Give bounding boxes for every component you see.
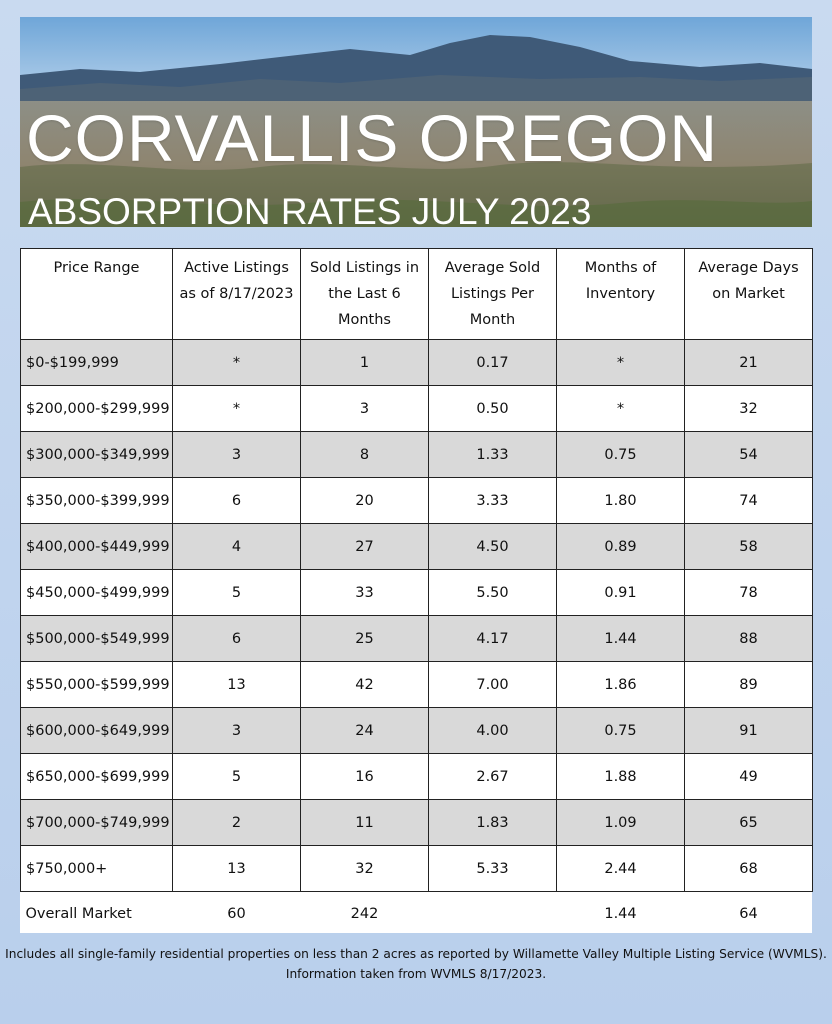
sold-listings-cell: 8 [301, 432, 429, 478]
days-on-market-cell: 74 [685, 478, 813, 524]
table-row [21, 570, 813, 616]
months-inventory-cell: 1.44 [557, 616, 685, 662]
overall-days-on-market: 64 [685, 892, 813, 937]
months-inventory-cell: 1.09 [557, 800, 685, 846]
days-on-market-cell: 89 [685, 662, 813, 708]
active-listings-cell: 6 [173, 616, 301, 662]
active-listings-cell: 4 [173, 524, 301, 570]
overall-market-row [21, 892, 813, 937]
active-listings-cell: * [173, 340, 301, 386]
active-listings-cell: 6 [173, 478, 301, 524]
table-row [21, 846, 813, 892]
column-header-active-listings: Active Listings as of 8/17/2023 [173, 249, 301, 340]
days-on-market-cell: 32 [685, 386, 813, 432]
price-range-cell: $500,000-$549,999 [21, 616, 173, 662]
days-on-market-cell: 54 [685, 432, 813, 478]
days-on-market-cell: 68 [685, 846, 813, 892]
price-range-cell: $700,000-$749,999 [21, 800, 173, 846]
absorption-rates-table [20, 248, 813, 936]
price-range-cell: $450,000-$499,999 [21, 570, 173, 616]
price-range-cell: $400,000-$449,999 [21, 524, 173, 570]
overall-sold-listings: 242 [301, 892, 429, 937]
sold-listings-cell: 25 [301, 616, 429, 662]
months-inventory-cell: 2.44 [557, 846, 685, 892]
footnote-line-1: Includes all single-family residential properties on less than 2 acres as reported by Willamette Valley Multiple Listing Service (WVMLS). [5, 947, 827, 961]
sold-listings-cell: 42 [301, 662, 429, 708]
price-range-cell: $200,000-$299,999 [21, 386, 173, 432]
overall-average-sold [429, 892, 557, 937]
average-sold-cell: 3.33 [429, 478, 557, 524]
months-inventory-cell: 1.88 [557, 754, 685, 800]
sold-listings-cell: 24 [301, 708, 429, 754]
footnote-line-2: Information taken from WVMLS 8/17/2023. [285, 967, 547, 981]
column-header-average-sold-per-month: Average Sold Listings Per Month [429, 249, 557, 340]
active-listings-cell: 3 [173, 432, 301, 478]
table-row [21, 708, 813, 754]
price-range-cell: $550,000-$599,999 [21, 662, 173, 708]
footnote [0, 944, 832, 984]
table-row [21, 478, 813, 524]
table-row [21, 524, 813, 570]
active-listings-cell: * [173, 386, 301, 432]
table-header-row [21, 249, 813, 340]
column-header-sold-listings: Sold Listings in the Last 6 Months [301, 249, 429, 340]
price-range-cell: $300,000-$349,999 [21, 432, 173, 478]
months-inventory-cell: 0.89 [557, 524, 685, 570]
sold-listings-cell: 27 [301, 524, 429, 570]
average-sold-cell: 4.17 [429, 616, 557, 662]
active-listings-cell: 13 [173, 846, 301, 892]
average-sold-cell: 4.00 [429, 708, 557, 754]
price-range-cell: $650,000-$699,999 [21, 754, 173, 800]
price-range-cell: $0-$199,999 [21, 340, 173, 386]
average-sold-cell: 2.67 [429, 754, 557, 800]
average-sold-cell: 0.17 [429, 340, 557, 386]
table-row [21, 386, 813, 432]
column-header-price-range: Price Range [21, 249, 173, 340]
sold-listings-cell: 33 [301, 570, 429, 616]
column-header-months-of-inventory: Months of Inventory [557, 249, 685, 340]
days-on-market-cell: 91 [685, 708, 813, 754]
header-banner [20, 17, 812, 227]
sold-listings-cell: 1 [301, 340, 429, 386]
sold-listings-cell: 20 [301, 478, 429, 524]
table-row [21, 432, 813, 478]
overall-market-label: Overall Market [21, 892, 173, 937]
price-range-cell: $600,000-$649,999 [21, 708, 173, 754]
days-on-market-cell: 58 [685, 524, 813, 570]
average-sold-cell: 5.33 [429, 846, 557, 892]
average-sold-cell: 7.00 [429, 662, 557, 708]
months-inventory-cell: 0.75 [557, 708, 685, 754]
months-inventory-cell: * [557, 386, 685, 432]
table-row [21, 616, 813, 662]
table-row [21, 340, 813, 386]
table-row [21, 800, 813, 846]
average-sold-cell: 1.33 [429, 432, 557, 478]
sold-listings-cell: 16 [301, 754, 429, 800]
average-sold-cell: 4.50 [429, 524, 557, 570]
days-on-market-cell: 21 [685, 340, 813, 386]
active-listings-cell: 2 [173, 800, 301, 846]
days-on-market-cell: 65 [685, 800, 813, 846]
table-row [21, 662, 813, 708]
days-on-market-cell: 49 [685, 754, 813, 800]
sold-listings-cell: 11 [301, 800, 429, 846]
active-listings-cell: 13 [173, 662, 301, 708]
price-range-cell: $750,000+ [21, 846, 173, 892]
days-on-market-cell: 78 [685, 570, 813, 616]
absorption-table-container [20, 248, 812, 933]
overall-active-listings: 60 [173, 892, 301, 937]
months-inventory-cell: 1.86 [557, 662, 685, 708]
column-header-average-days-on-market: Average Days on Market [685, 249, 813, 340]
price-range-cell: $350,000-$399,999 [21, 478, 173, 524]
active-listings-cell: 3 [173, 708, 301, 754]
page-title: CORVALLIS OREGON [26, 101, 719, 175]
table-row [21, 754, 813, 800]
months-inventory-cell: * [557, 340, 685, 386]
sold-listings-cell: 32 [301, 846, 429, 892]
average-sold-cell: 5.50 [429, 570, 557, 616]
overall-months-inventory: 1.44 [557, 892, 685, 937]
months-inventory-cell: 0.91 [557, 570, 685, 616]
months-inventory-cell: 0.75 [557, 432, 685, 478]
average-sold-cell: 0.50 [429, 386, 557, 432]
page-subtitle: ABSORPTION RATES JULY 2023 [28, 191, 592, 227]
days-on-market-cell: 88 [685, 616, 813, 662]
sold-listings-cell: 3 [301, 386, 429, 432]
active-listings-cell: 5 [173, 754, 301, 800]
months-inventory-cell: 1.80 [557, 478, 685, 524]
average-sold-cell: 1.83 [429, 800, 557, 846]
active-listings-cell: 5 [173, 570, 301, 616]
